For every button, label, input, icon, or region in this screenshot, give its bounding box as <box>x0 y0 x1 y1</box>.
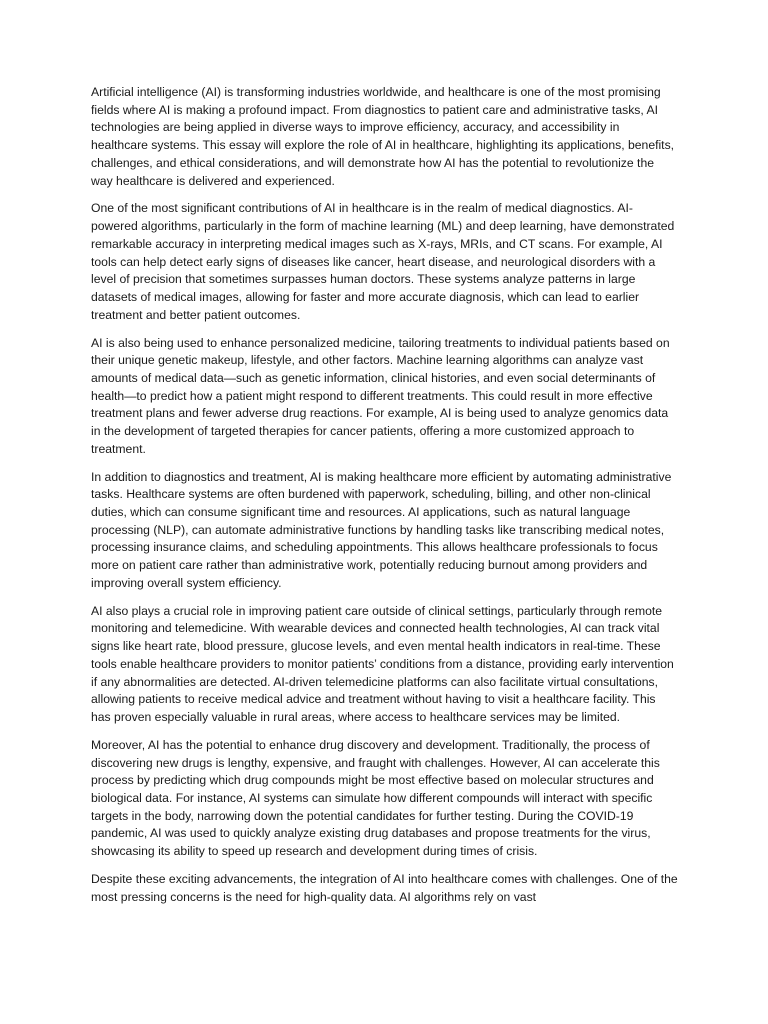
paragraph-personalized-medicine: AI is also being used to enhance personalized medicine, tailoring treatments to individual patients based on their unique genetic makeup, lifestyle, and other factors. Machine learning algorithms can analyze vast amounts of medical data—such as genetic information, clinical histories, and even social determinants of health—to predict how a patient might respond to different treatments. This could result in more effective treatment plans and fewer adverse drug reactions. For example, AI is being used to analyze genomics data in the development of targeted therapies for cancer patients, offering a more customized approach to treatment. <box>91 335 670 456</box>
paragraph-intro: Artificial intelligence (AI) is transforming industries worldwide, and healthcare is one of the most promising fields where AI is making a profound impact. From diagnostics to patient care and administrative tasks, AI technologies are being applied in diverse ways to improve efficiency, accuracy, and accessibility in healthcare systems. This essay will explore the role of AI in healthcare, highlighting its applications, benefits, challenges, and ethical considerations, and will demonstrate how AI has the potential to revolutionize the way healthcare is delivered and experienced. <box>91 85 675 188</box>
paragraph-diagnostics: One of the most significant contributions of AI in healthcare is in the realm of medical diagnostics. AI-powered algorithms, particularly in the form of machine learning (ML) and deep learning, have demonstrated remarkable accuracy in interpreting medical images such as X-rays, MRIs, and CT scans. For example, AI tools can help detect early signs of diseases like cancer, heart disease, and neurological disorders with a level of precision that sometimes surpasses human doctors. These systems analyze patterns in large datasets of medical images, allowing for faster and more accurate diagnosis, which can lead to earlier treatment and better patient outcomes. <box>91 201 675 322</box>
paragraph-drug-discovery: Moreover, AI has the potential to enhance drug discovery and development. Traditionally, the process of discovering new drugs is lengthy, expensive, and fraught with challenges. However, AI can accelerate this process by predicting which drug compounds might be most effective based on molecular structures and biological data. For instance, AI systems can simulate how different compounds will interact with specific targets in the body, narrowing down the potential candidates for further testing. During the COVID-19 pandemic, AI was used to quickly analyze existing drug databases and propose treatments for the virus, showcasing its ability to speed up research and development during times of crisis. <box>91 737 660 859</box>
paragraph-challenges: Despite these exciting advancements, the integration of AI into healthcare comes with challenges. One of the most pressing concerns is the need for high-quality data. AI algorithms rely on vast <box>91 871 678 904</box>
document-body <box>91 84 678 917</box>
paragraph-remote-monitoring: AI also plays a crucial role in improving patient care outside of clinical settings, particularly through remote monitoring and telemedicine. With wearable devices and connected health technologies, AI can track vital signs like heart rate, blood pressure, glucose levels, and even mental health indicators in real-time. These tools enable healthcare providers to monitor patients’ conditions from a distance, providing early intervention if any abnormalities are detected. AI-driven telemedicine platforms can also facilitate virtual consultations, allowing patients to receive medical advice and treatment without having to visit a healthcare facility. This has proven especially valuable in rural areas, where access to healthcare services may be limited. <box>91 603 674 724</box>
paragraph-administrative-tasks: In addition to diagnostics and treatment, AI is making healthcare more efficient by automating administrative tasks. Healthcare systems are often burdened with paperwork, scheduling, billing, and other non-clinical duties, which can consume significant time and resources. AI applications, such as natural language processing (NLP), can automate administrative functions by handling tasks like transcribing medical notes, processing insurance claims, and scheduling appointments. This allows healthcare professionals to focus more on patient care rather than administrative work, potentially reducing burnout among providers and improving overall system efficiency. <box>91 469 672 590</box>
